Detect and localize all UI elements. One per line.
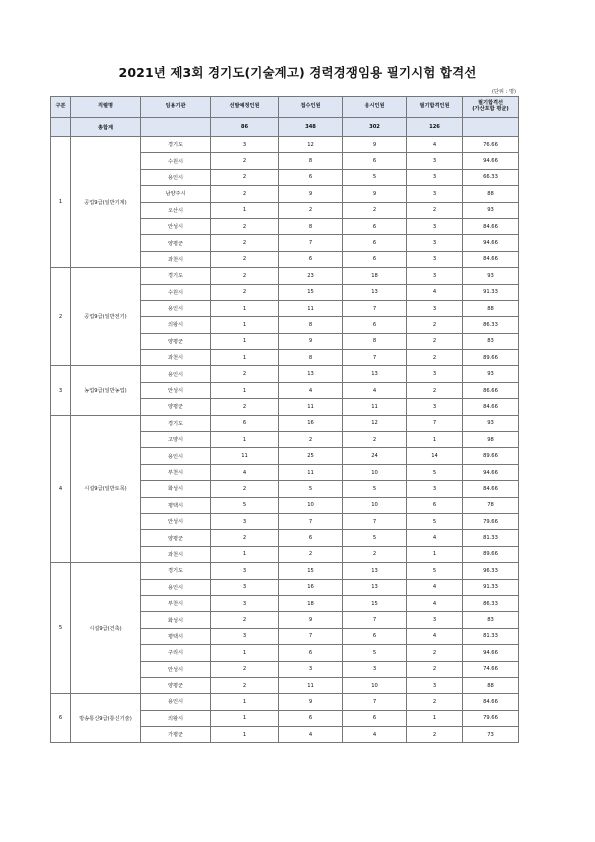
group-job-title: 시설9급(일반토목)	[71, 415, 141, 563]
cell-passed: 2	[407, 333, 463, 349]
cell-applied: 9	[279, 612, 343, 628]
cell-cutoff: 89.66	[463, 546, 519, 562]
header-row	[51, 97, 519, 118]
cell-applied: 15	[279, 284, 343, 300]
cell-tested: 6	[343, 235, 407, 251]
cell-planned: 3	[211, 137, 279, 153]
cell-applied: 8	[279, 218, 343, 234]
group-job-title: 시설9급(건축)	[71, 563, 141, 694]
cell-passed: 2	[407, 645, 463, 661]
cell-passed: 5	[407, 464, 463, 480]
cell-tested: 7	[343, 694, 407, 710]
cell-tested: 2	[343, 432, 407, 448]
cell-planned: 1	[211, 546, 279, 562]
cell-passed: 4	[407, 628, 463, 644]
header-tested: 응시인원	[343, 97, 407, 118]
cell-agency: 경기도	[141, 268, 211, 284]
cell-passed: 3	[407, 612, 463, 628]
cell-tested: 13	[343, 366, 407, 382]
cell-passed: 2	[407, 382, 463, 398]
cell-passed: 3	[407, 300, 463, 316]
cell-cutoff: 96.33	[463, 563, 519, 579]
group-job-title: 방송통신9급(통신기술)	[71, 694, 141, 743]
cell-planned: 2	[211, 481, 279, 497]
cell-agency: 양평군	[141, 235, 211, 251]
cell-cutoff: 66.33	[463, 169, 519, 185]
cell-agency: 가평군	[141, 727, 211, 743]
cell-agency: 수원시	[141, 153, 211, 169]
cell-passed: 3	[407, 235, 463, 251]
group-number: 3	[51, 366, 71, 415]
cell-applied: 7	[279, 513, 343, 529]
cell-tested: 13	[343, 284, 407, 300]
cell-applied: 23	[279, 268, 343, 284]
cell-agency: 양평군	[141, 677, 211, 693]
cell-planned: 2	[211, 366, 279, 382]
cell-planned: 3	[211, 563, 279, 579]
cell-agency: 안성시	[141, 382, 211, 398]
cell-applied: 2	[279, 432, 343, 448]
cell-applied: 8	[279, 350, 343, 366]
cell-cutoff: 81.33	[463, 530, 519, 546]
cell-cutoff: 94.66	[463, 153, 519, 169]
cell-planned: 1	[211, 202, 279, 218]
cell-applied: 7	[279, 628, 343, 644]
group-job-title: 공업9급(일반기계)	[71, 137, 141, 268]
cell-planned: 4	[211, 464, 279, 480]
cell-cutoff: 78	[463, 497, 519, 513]
group-number: 2	[51, 268, 71, 366]
cell-tested: 6	[343, 710, 407, 726]
cell-tested: 5	[343, 169, 407, 185]
cell-agency: 양평군	[141, 333, 211, 349]
total-passed: 126	[407, 118, 463, 137]
cell-passed: 3	[407, 186, 463, 202]
cell-applied: 6	[279, 169, 343, 185]
cell-passed: 2	[407, 317, 463, 333]
cell-agency: 화성시	[141, 612, 211, 628]
cell-planned: 3	[211, 579, 279, 595]
cell-cutoff: 93	[463, 268, 519, 284]
cell-planned: 2	[211, 530, 279, 546]
table-row	[51, 415, 519, 431]
cell-applied: 11	[279, 399, 343, 415]
cell-tested: 13	[343, 563, 407, 579]
header-passed: 필기합격인원	[407, 97, 463, 118]
cell-cutoff: 88	[463, 300, 519, 316]
cell-cutoff: 84.66	[463, 481, 519, 497]
cell-cutoff: 79.66	[463, 513, 519, 529]
cell-passed: 3	[407, 366, 463, 382]
cell-applied: 15	[279, 563, 343, 579]
cell-cutoff: 88	[463, 186, 519, 202]
cell-tested: 7	[343, 513, 407, 529]
cell-agency: 안성시	[141, 661, 211, 677]
group-number: 5	[51, 563, 71, 694]
total-agency	[141, 118, 211, 137]
unit-note: (단위 : 명)	[491, 89, 516, 95]
cell-planned: 2	[211, 677, 279, 693]
page-title: 2021년 제3회 경기도(기술계고) 경력경쟁임용 필기시험 합격선	[118, 65, 477, 80]
cell-applied: 2	[279, 546, 343, 562]
cell-planned: 2	[211, 268, 279, 284]
cell-agency: 과천시	[141, 350, 211, 366]
cell-tested: 7	[343, 300, 407, 316]
cell-agency: 용인시	[141, 366, 211, 382]
cell-agency: 오산시	[141, 202, 211, 218]
cell-applied: 11	[279, 464, 343, 480]
cell-planned: 1	[211, 727, 279, 743]
cell-planned: 2	[211, 153, 279, 169]
cell-applied: 16	[279, 415, 343, 431]
cell-passed: 2	[407, 694, 463, 710]
cell-tested: 6	[343, 251, 407, 267]
cell-applied: 13	[279, 366, 343, 382]
cell-cutoff: 91.33	[463, 579, 519, 595]
cell-cutoff: 88	[463, 677, 519, 693]
cell-planned: 6	[211, 415, 279, 431]
cell-applied: 16	[279, 579, 343, 595]
cell-tested: 10	[343, 677, 407, 693]
cell-passed: 3	[407, 218, 463, 234]
cell-tested: 6	[343, 628, 407, 644]
cell-agency: 경기도	[141, 415, 211, 431]
cell-tested: 18	[343, 268, 407, 284]
total-planned: 86	[211, 118, 279, 137]
cell-cutoff: 84.66	[463, 694, 519, 710]
cell-planned: 1	[211, 710, 279, 726]
group-job-title: 공업9급(일반전기)	[71, 268, 141, 366]
cell-planned: 2	[211, 169, 279, 185]
cell-agency: 수원시	[141, 284, 211, 300]
cell-cutoff: 86.33	[463, 317, 519, 333]
cell-cutoff: 83	[463, 333, 519, 349]
cell-tested: 7	[343, 612, 407, 628]
cell-planned: 1	[211, 333, 279, 349]
cell-passed: 3	[407, 153, 463, 169]
table-row	[51, 268, 519, 284]
cell-applied: 9	[279, 186, 343, 202]
cell-applied: 4	[279, 727, 343, 743]
cell-applied: 6	[279, 251, 343, 267]
cell-planned: 5	[211, 497, 279, 513]
cell-passed: 1	[407, 546, 463, 562]
cell-cutoff: 76.66	[463, 137, 519, 153]
table-row	[51, 137, 519, 153]
header-planned: 선발예정인원	[211, 97, 279, 118]
cell-agency: 부천시	[141, 464, 211, 480]
cell-agency: 용인시	[141, 448, 211, 464]
cell-planned: 1	[211, 317, 279, 333]
cell-tested: 3	[343, 661, 407, 677]
cell-tested: 9	[343, 186, 407, 202]
cell-tested: 7	[343, 350, 407, 366]
cell-cutoff: 89.66	[463, 350, 519, 366]
cell-tested: 11	[343, 399, 407, 415]
cell-planned: 2	[211, 399, 279, 415]
header-cutoff: 필기합격선 (가산포함 평균)	[463, 97, 519, 118]
group-number: 4	[51, 415, 71, 563]
cell-cutoff: 81.33	[463, 628, 519, 644]
cell-applied: 2	[279, 202, 343, 218]
cell-agency: 화성시	[141, 481, 211, 497]
cell-tested: 10	[343, 464, 407, 480]
cell-agency: 용인시	[141, 169, 211, 185]
cell-cutoff: 93	[463, 366, 519, 382]
cell-tested: 6	[343, 317, 407, 333]
cell-tested: 9	[343, 137, 407, 153]
cell-passed: 3	[407, 399, 463, 415]
cell-planned: 2	[211, 186, 279, 202]
cell-cutoff: 89.66	[463, 448, 519, 464]
cell-planned: 1	[211, 350, 279, 366]
total-row	[51, 118, 519, 137]
cell-planned: 1	[211, 645, 279, 661]
cell-passed: 2	[407, 202, 463, 218]
cell-passed: 3	[407, 251, 463, 267]
cell-passed: 3	[407, 481, 463, 497]
cell-passed: 3	[407, 677, 463, 693]
cell-cutoff: 83	[463, 612, 519, 628]
cell-cutoff: 79.66	[463, 710, 519, 726]
header-no: 구분	[51, 97, 71, 118]
cell-planned: 2	[211, 612, 279, 628]
cell-planned: 1	[211, 432, 279, 448]
results-table	[50, 96, 519, 743]
cell-passed: 2	[407, 661, 463, 677]
cell-planned: 2	[211, 251, 279, 267]
cell-agency: 안성시	[141, 513, 211, 529]
cell-applied: 6	[279, 710, 343, 726]
cell-tested: 2	[343, 202, 407, 218]
table-row	[51, 563, 519, 579]
cell-passed: 2	[407, 350, 463, 366]
cell-passed: 5	[407, 563, 463, 579]
cell-agency: 평택시	[141, 628, 211, 644]
cell-tested: 10	[343, 497, 407, 513]
cell-agency: 경기도	[141, 137, 211, 153]
cell-tested: 13	[343, 579, 407, 595]
cell-cutoff: 93	[463, 202, 519, 218]
cell-passed: 7	[407, 415, 463, 431]
cell-agency: 용인시	[141, 579, 211, 595]
cell-cutoff: 94.66	[463, 464, 519, 480]
cell-applied: 11	[279, 300, 343, 316]
group-number: 1	[51, 137, 71, 268]
cell-agency: 의왕시	[141, 710, 211, 726]
cell-agency: 의왕시	[141, 317, 211, 333]
cell-cutoff: 73	[463, 727, 519, 743]
cell-cutoff: 91.33	[463, 284, 519, 300]
table-row	[51, 366, 519, 382]
cell-passed: 5	[407, 513, 463, 529]
total-tested: 302	[343, 118, 407, 137]
cell-passed: 3	[407, 169, 463, 185]
cell-agency: 용인시	[141, 300, 211, 316]
cell-agency: 부천시	[141, 595, 211, 611]
cell-passed: 4	[407, 137, 463, 153]
cell-applied: 18	[279, 595, 343, 611]
header-job: 직렬명	[71, 97, 141, 118]
cell-tested: 4	[343, 727, 407, 743]
cell-tested: 15	[343, 595, 407, 611]
cell-passed: 1	[407, 710, 463, 726]
cell-applied: 25	[279, 448, 343, 464]
cell-agency: 용인시	[141, 694, 211, 710]
cell-agency: 과천시	[141, 251, 211, 267]
cell-cutoff: 94.66	[463, 235, 519, 251]
cell-tested: 5	[343, 530, 407, 546]
cell-passed: 3	[407, 268, 463, 284]
cell-cutoff: 84.66	[463, 399, 519, 415]
header-applied: 접수인원	[279, 97, 343, 118]
cell-applied: 3	[279, 661, 343, 677]
cell-applied: 10	[279, 497, 343, 513]
cell-tested: 5	[343, 645, 407, 661]
cell-passed: 4	[407, 595, 463, 611]
cell-planned: 1	[211, 694, 279, 710]
cell-passed: 4	[407, 284, 463, 300]
cell-passed: 2	[407, 727, 463, 743]
cell-passed: 6	[407, 497, 463, 513]
total-label: 총합계	[71, 118, 141, 137]
cell-applied: 12	[279, 137, 343, 153]
cell-applied: 9	[279, 694, 343, 710]
cell-cutoff: 86.33	[463, 595, 519, 611]
cell-applied: 4	[279, 382, 343, 398]
cell-applied: 6	[279, 530, 343, 546]
cell-planned: 11	[211, 448, 279, 464]
cell-agency: 경기도	[141, 563, 211, 579]
cell-agency: 고양시	[141, 432, 211, 448]
cell-agency: 남양주시	[141, 186, 211, 202]
cell-planned: 2	[211, 218, 279, 234]
cell-agency: 안성시	[141, 218, 211, 234]
cell-tested: 24	[343, 448, 407, 464]
cell-planned: 1	[211, 300, 279, 316]
cell-tested: 5	[343, 481, 407, 497]
cell-tested: 8	[343, 333, 407, 349]
cell-planned: 2	[211, 235, 279, 251]
cell-agency: 구리시	[141, 645, 211, 661]
cell-applied: 8	[279, 153, 343, 169]
cell-tested: 12	[343, 415, 407, 431]
cell-applied: 6	[279, 645, 343, 661]
cell-agency: 과천시	[141, 546, 211, 562]
cell-tested: 6	[343, 218, 407, 234]
cell-planned: 1	[211, 382, 279, 398]
cell-cutoff: 94.66	[463, 645, 519, 661]
cell-applied: 7	[279, 235, 343, 251]
total-applied: 348	[279, 118, 343, 137]
cell-planned: 3	[211, 513, 279, 529]
cell-passed: 4	[407, 530, 463, 546]
cell-cutoff: 93	[463, 415, 519, 431]
cell-planned: 3	[211, 595, 279, 611]
cell-applied: 5	[279, 481, 343, 497]
cell-cutoff: 84.66	[463, 218, 519, 234]
table-row	[51, 694, 519, 710]
cell-agency: 양평군	[141, 530, 211, 546]
cell-cutoff: 84.66	[463, 251, 519, 267]
group-number: 6	[51, 694, 71, 743]
cell-planned: 2	[211, 284, 279, 300]
cell-planned: 3	[211, 628, 279, 644]
group-job-title: 농업9급(일반농업)	[71, 366, 141, 415]
cell-applied: 8	[279, 317, 343, 333]
cell-passed: 4	[407, 579, 463, 595]
header-agency: 임용기관	[141, 97, 211, 118]
cell-cutoff: 74.66	[463, 661, 519, 677]
cell-tested: 6	[343, 153, 407, 169]
cell-cutoff: 98	[463, 432, 519, 448]
cell-planned: 2	[211, 661, 279, 677]
cell-cutoff: 86.66	[463, 382, 519, 398]
cell-applied: 9	[279, 333, 343, 349]
cell-agency: 양평군	[141, 399, 211, 415]
cell-passed: 1	[407, 432, 463, 448]
cell-tested: 2	[343, 546, 407, 562]
cell-passed: 14	[407, 448, 463, 464]
cell-applied: 11	[279, 677, 343, 693]
cell-agency: 평택시	[141, 497, 211, 513]
total-no	[51, 118, 71, 137]
total-cutoff	[463, 118, 519, 137]
cell-tested: 4	[343, 382, 407, 398]
